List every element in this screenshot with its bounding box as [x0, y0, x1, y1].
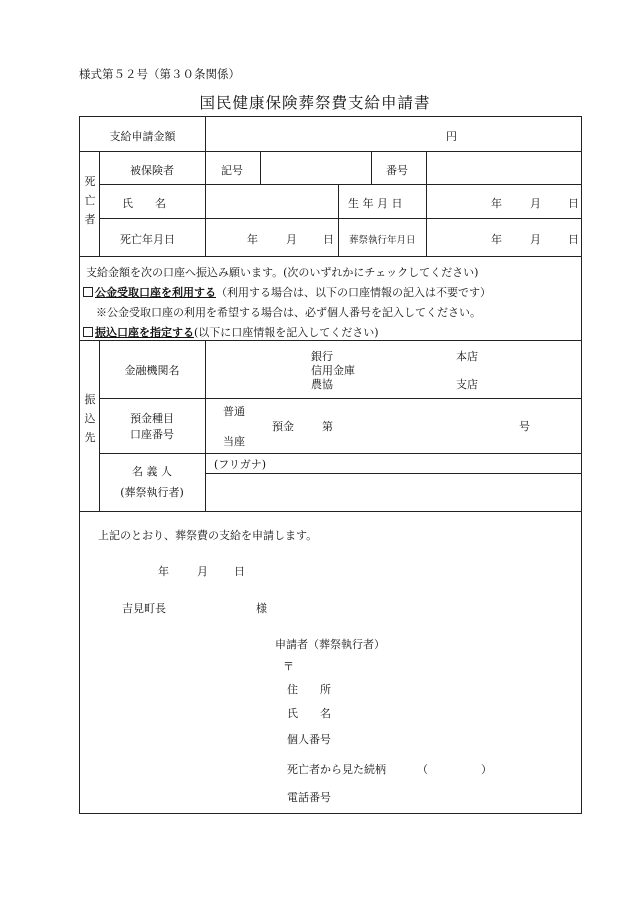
row-divider	[80, 511, 581, 512]
row-divider	[99, 218, 581, 219]
funeral-date-label: 葬祭執行年月日	[349, 235, 416, 246]
go-label: 号	[519, 420, 530, 433]
death-day: 日	[323, 233, 334, 246]
col-divider	[338, 184, 339, 256]
birth-date-label: 生 年 月 日	[348, 197, 403, 210]
furigana-label: (フリガナ)	[214, 458, 267, 471]
col-divider	[371, 151, 372, 184]
funeral-year: 年	[491, 233, 502, 246]
birth-year: 年	[491, 197, 502, 210]
death-year: 年	[247, 233, 258, 246]
relationship-paren-close: ）	[481, 763, 492, 776]
row-divider	[80, 151, 581, 152]
application-form-table	[79, 116, 582, 814]
funeral-month: 月	[530, 233, 541, 246]
transfer-instruction: 支給金額を次の口座へ振込み願います。(次のいずれかにチェックしてください)	[86, 266, 479, 279]
transfer-side-label: 振 込 先	[84, 393, 96, 444]
row-divider	[80, 256, 581, 257]
account-type-current: 当座	[223, 435, 245, 448]
deceased-name-label: 氏 名	[122, 197, 166, 210]
row-divider	[99, 184, 581, 185]
funeral-day: 日	[568, 233, 579, 246]
deposit-label: 預金	[272, 420, 294, 433]
honorific-sama: 様	[256, 602, 267, 615]
col-divider	[260, 151, 261, 184]
form-number: 様式第５２号（第３０条関係）	[79, 67, 240, 81]
relationship-paren-open: （	[417, 763, 428, 776]
bank-option-nokyo: 農協	[311, 378, 333, 391]
dai-label: 第	[322, 420, 333, 433]
public-account-checkbox[interactable]	[83, 287, 93, 297]
option-public-account[interactable]: 公金受取口座を利用する（利用する場合は、以下の口座情報の記入は不要です）	[83, 284, 491, 300]
amount-unit-yen: 円	[446, 130, 457, 143]
col-divider	[426, 151, 427, 184]
row-divider	[99, 398, 581, 399]
deceased-side-label: 死 亡 者	[84, 175, 96, 226]
account-number-label: 口座番号	[130, 428, 174, 441]
col-divider	[426, 184, 427, 256]
number-label: 番号	[386, 164, 408, 177]
option-specify-account[interactable]: 振込口座を指定する(以下に口座情報を記入してください)	[83, 324, 379, 340]
symbol-label: 記号	[221, 164, 243, 177]
address-label: 住 所	[287, 683, 331, 696]
birth-month: 月	[530, 197, 541, 210]
furigana-divider	[205, 473, 581, 474]
col-divider	[205, 340, 206, 511]
application-year: 年	[158, 565, 169, 578]
applicant-name-label: 氏 名	[287, 707, 331, 720]
public-account-note: ※公金受取口座の利用を希望する場合は、必ず個人番号を記入してください。	[96, 306, 481, 319]
branch-option-main: 本店	[456, 350, 478, 363]
relationship-label: 死亡者から見た続柄	[287, 763, 386, 776]
application-day: 日	[234, 565, 245, 578]
bank-option-shinkin: 信用金庫	[311, 364, 355, 377]
row-divider	[99, 453, 581, 454]
account-type-ordinary: 普通	[223, 405, 245, 418]
applicant-heading: 申請者（葬祭執行者）	[275, 638, 385, 651]
branch-option-branch: 支店	[456, 378, 478, 391]
birth-day: 日	[568, 197, 579, 210]
declaration-statement: 上記のとおり、葬祭費の支給を申請します。	[98, 529, 318, 542]
specify-account-checkbox[interactable]	[83, 327, 93, 337]
document-title: 国民健康保険葬祭費支給申請書	[199, 94, 431, 112]
individual-number-label: 個人番号	[287, 733, 331, 746]
amount-label: 支給申請金額	[109, 130, 176, 143]
phone-label: 電話番号	[287, 791, 331, 804]
postal-mark: 〒	[283, 660, 294, 673]
account-type-label: 預金種目	[130, 412, 174, 425]
death-date-label: 死亡年月日	[120, 233, 175, 246]
row-divider	[80, 340, 581, 341]
account-holder-label: 名 義 人	[132, 465, 172, 478]
account-holder-sub-label: (葬祭執行者)	[120, 486, 184, 499]
bank-option-bank: 銀行	[311, 350, 333, 363]
bank-name-label: 金融機関名	[124, 364, 180, 377]
death-month: 月	[286, 233, 297, 246]
col-divider	[205, 117, 206, 256]
application-month: 月	[197, 565, 208, 578]
addressee: 吉見町長	[122, 602, 166, 615]
insured-label: 被保険者	[130, 164, 174, 177]
